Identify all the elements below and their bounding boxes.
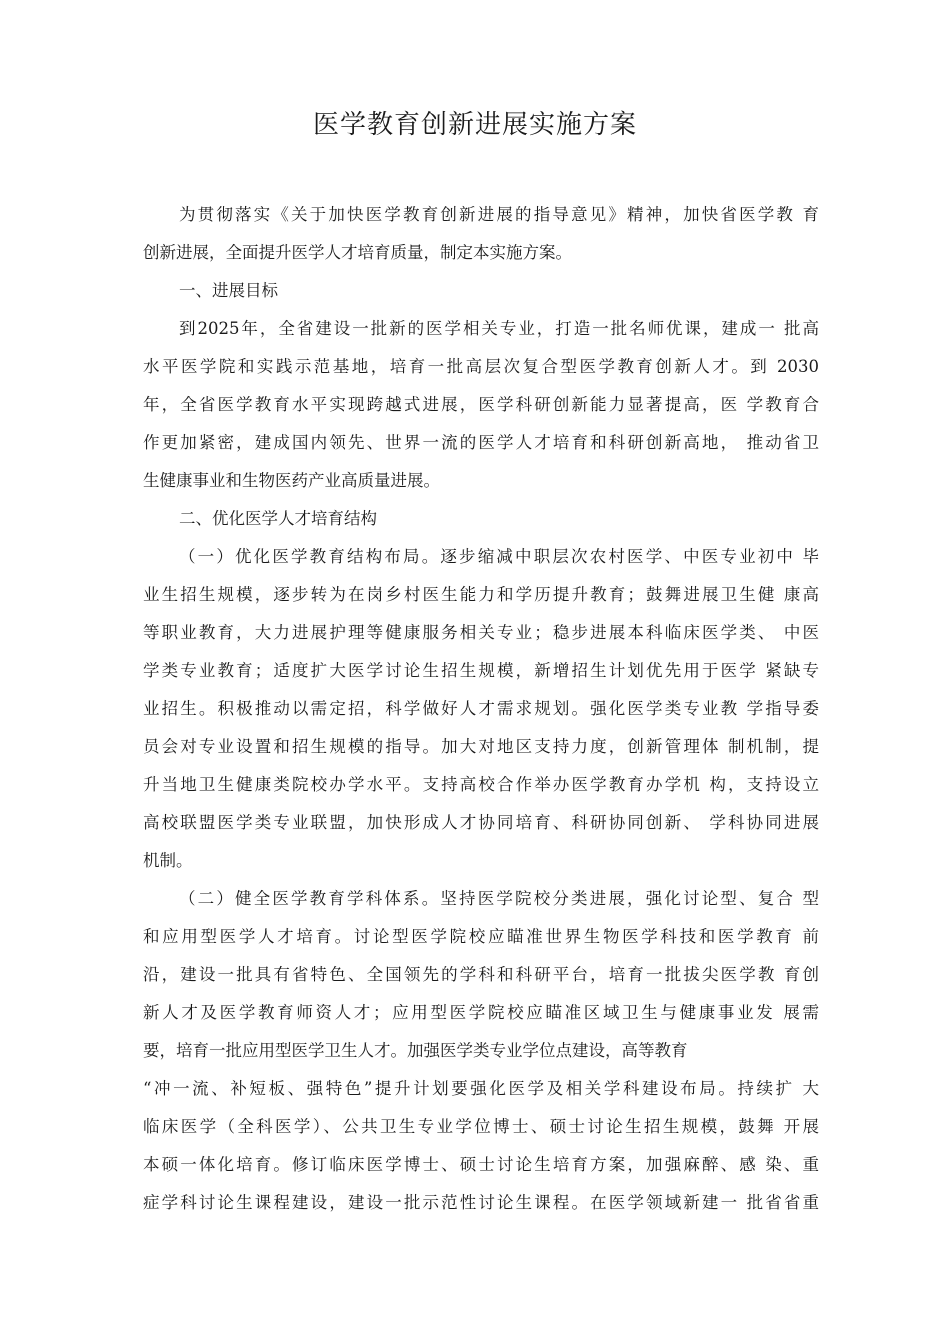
paragraph-line: 临床医学（全科医学）、公共卫生专业学位博士、硕士讨论生招生规模，鼓舞 开展 bbox=[143, 1117, 819, 1136]
paragraph-line: 和应用型医学人才培育。讨论型医学院校应瞄准世界生物医学科技和医学教育 前 bbox=[143, 927, 819, 946]
paragraph-line: 水平医学院和实践示范基地，培育一批高层次复合型医学教育创新人才。到 2030 bbox=[143, 357, 819, 376]
paragraph-line: 为贯彻落实《关于加快医学教育创新进展的指导意见》精神，加快省医学教 育 bbox=[179, 205, 819, 224]
document-body bbox=[143, 196, 819, 1222]
paragraph-line: （一）优化医学教育结构布局。逐步缩减中职层次农村医学、中医专业初中 毕 bbox=[179, 547, 819, 566]
section-heading: 二、优化医学人才培育结构 bbox=[179, 509, 377, 528]
paragraph-line: 要，培育一批应用型医学卫生人才。加强医学类专业学位点建设，高等教育 bbox=[143, 1041, 688, 1060]
section-heading: 一、进展目标 bbox=[179, 281, 278, 300]
paragraph-line: （二）健全医学教育学科体系。坚持医学院校分类进展，强化讨论型、复合 型 bbox=[179, 889, 819, 908]
paragraph-line: 创新进展，全面提升医学人才培育质量，制定本实施方案。 bbox=[143, 243, 572, 262]
paragraph-line: 学类专业教育；适度扩大医学讨论生招生规模，新增招生计划优先用于医学 紧缺专 bbox=[143, 661, 819, 680]
paragraph-line: 本硕一体化培育。修订临床医学博士、硕士讨论生培育方案，加强麻醉、感 染、重 bbox=[143, 1155, 819, 1174]
paragraph-line: 沿，建设一批具有省特色、全国领先的学科和科研平台，培育一批拔尖医学教 育创 bbox=[143, 965, 819, 984]
paragraph-line: 员会对专业设置和招生规模的指导。加大对地区支持力度，创新管理体 制机制，提 bbox=[143, 737, 819, 756]
paragraph-line: 生健康事业和生物医药产业高质量进展。 bbox=[143, 471, 440, 490]
paragraph-line: 高校联盟医学类专业联盟，加快形成人才协同培育、科研协同创新、 学科协同进展 bbox=[143, 813, 819, 832]
paragraph-line: 等职业教育，大力进展护理等健康服务相关专业；稳步进展本科临床医学类、 中医 bbox=[143, 623, 819, 642]
paragraph-line: 到2025年，全省建设一批新的医学相关专业，打造一批名师优课，建成一 批高 bbox=[179, 319, 819, 338]
paragraph-line: 业生招生规模，逐步转为在岗乡村医生能力和学历提升教育；鼓舞进展卫生健 康高 bbox=[143, 585, 819, 604]
paragraph-line: 业招生。积极推动以需定招，科学做好人才需求规划。强化医学类专业教 学指导委 bbox=[143, 699, 819, 718]
paragraph-line: 机制。 bbox=[143, 851, 193, 870]
document-title: 医学教育创新进展实施方案 bbox=[312, 110, 637, 140]
paragraph-line: 症学科讨论生课程建设，建设一批示范性讨论生课程。在医学领域新建一 批省省重 bbox=[143, 1193, 819, 1212]
paragraph-line: “冲一流、补短板、强特色”提升计划要强化医学及相关学科建设布局。持续扩 大 bbox=[143, 1079, 819, 1098]
paragraph-line: 年，全省医学教育水平实现跨越式进展，医学科研创新能力显著提高，医 学教育合 bbox=[143, 395, 819, 414]
paragraph-line: 新人才及医学教育师资人才；应用型医学院校应瞄准区域卫生与健康事业发 展需 bbox=[143, 1003, 819, 1022]
paragraph-line: 作更加紧密，建成国内领先、世界一流的医学人才培育和科研创新高地， 推动省卫 bbox=[143, 433, 819, 452]
paragraph-line: 升当地卫生健康类院校办学水平。支持高校合作举办医学教育办学机 构，支持设立 bbox=[143, 775, 819, 794]
